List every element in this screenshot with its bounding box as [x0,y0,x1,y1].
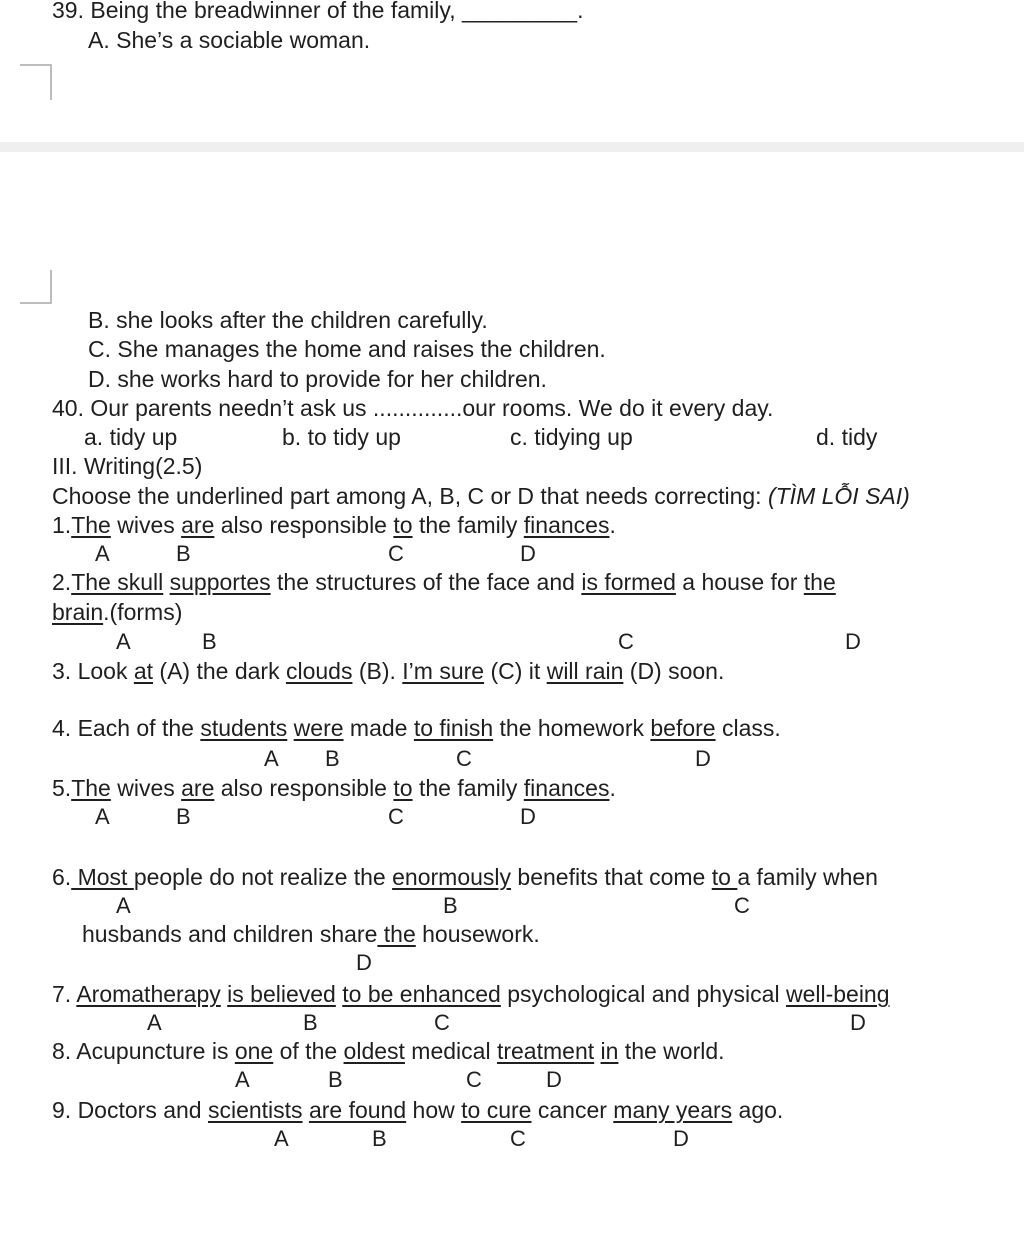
s4-label-c: C [456,746,472,771]
s9-label-b: B [372,1126,387,1151]
s4-label-a: A [264,746,279,771]
q40-option-b: b. to tidy up [282,424,401,450]
s6-label-c: C [734,893,750,918]
s8-label-c: C [466,1067,482,1092]
s7-label-a: A [147,1010,162,1035]
s8-label-d: D [546,1067,562,1092]
q40-stem: 40. Our parents needn’t ask us ..............our rooms. We do it every day. [52,395,774,421]
s8-label-b: B [328,1067,343,1092]
s1-label-a: A [95,541,110,566]
sentence-6-line-2: husbands and children share the housework. [82,921,540,947]
q40-option-a: a. tidy up [84,424,178,450]
q39-stem: 39. Being the breadwinner of the family, _________. [52,0,584,23]
q39-option-b: B. she looks after the children carefully. [88,307,488,333]
s2-label-b: B [202,629,217,654]
s5-label-c: C [388,804,404,829]
sentence-2: 2.The skull supportes the structures of the face and is formed a house for the [52,569,836,595]
s1-label-d: D [520,541,536,566]
s4-label-b: B [325,746,340,771]
sentence-8: 8. Acupuncture is one of the oldest medical treatment in the world. [52,1038,725,1064]
s5-label-d: D [520,804,536,829]
q40-option-d: d. tidy [816,424,878,450]
s6-label-b: B [443,893,458,918]
s1-label-b: B [176,541,191,566]
s7-label-b: B [303,1010,318,1035]
page-corner-mark-bottom [20,270,52,304]
s6-label-a: A [116,893,131,918]
page-break [0,142,1024,152]
s5-label-b: B [176,804,191,829]
sentence-5: 5.The wives are also responsible to the family finances. [52,775,616,801]
s6-label-d: D [356,950,372,975]
s9-label-c: C [510,1126,526,1151]
s9-label-a: A [274,1126,289,1151]
s7-label-d: D [850,1010,866,1035]
q39-option-d: D. she works hard to provide for her children. [88,366,547,392]
section-instruction: Choose the underlined part among A, B, C or D that needs correcting: (TÌM LỖI SAI) [52,483,910,509]
s8-label-a: A [235,1067,250,1092]
s5-label-a: A [95,804,110,829]
s1-label-c: C [388,541,404,566]
sentence-1: 1.The wives are also responsible to the family finances. [52,512,616,538]
s2-label-c: C [618,629,634,654]
sentence-2-line-2: brain.(forms) [52,599,183,625]
q39-option-c: C. She manages the home and raises the children. [88,336,606,362]
s7-label-c: C [434,1010,450,1035]
section-title: III. Writing(2.5) [52,453,203,479]
s4-label-d: D [695,746,711,771]
s2-label-d: D [845,629,861,654]
instruction-italic: (TÌM LỖI SAI) [767,483,910,509]
s9-label-d: D [673,1126,689,1151]
s2-label-a: A [116,629,131,654]
q40-option-c: c. tidying up [510,424,633,450]
sentence-9: 9. Doctors and scientists are found how to cure cancer many years ago. [52,1097,784,1123]
sentence-4: 4. Each of the students were made to finish the homework before class. [52,715,781,741]
sentence-6: 6. Most people do not realize the enormously benefits that come to a family when [52,864,878,890]
q39-option-a: A. She’s a sociable woman. [88,27,371,53]
sentence-3: 3. Look at (A) the dark clouds (B). I’m sure (C) it will rain (D) soon. [52,658,725,684]
page-corner-mark-top [20,64,52,100]
sentence-7: 7. Aromatherapy is believed to be enhanced psychological and physical well-being [52,981,890,1007]
